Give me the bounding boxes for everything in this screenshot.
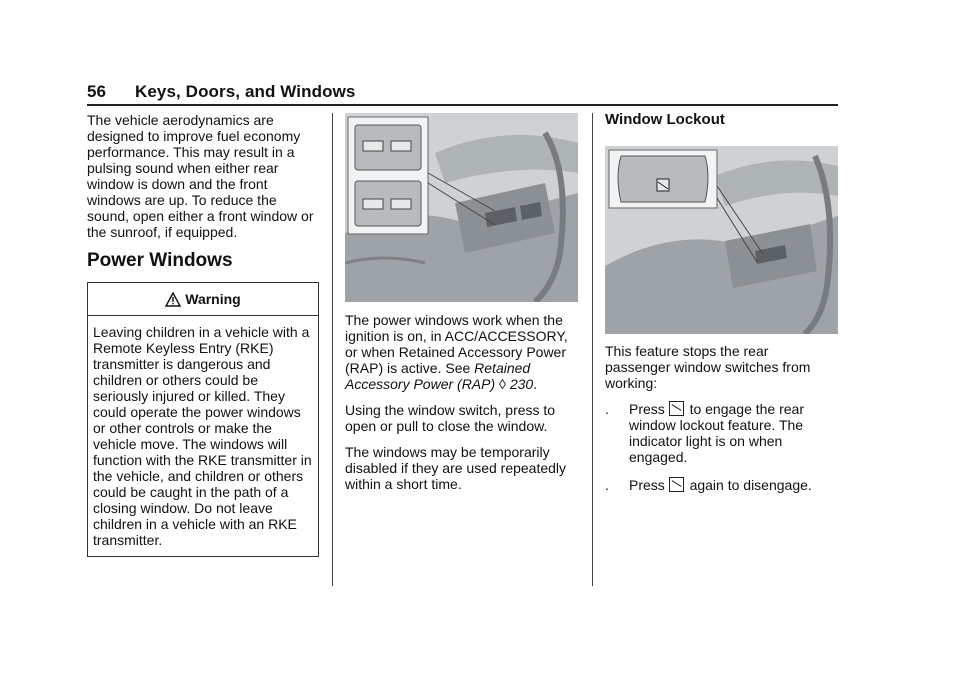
column-divider (332, 113, 333, 586)
window-lockout-figure (605, 146, 838, 334)
column-divider (592, 113, 593, 586)
page-header (87, 82, 838, 106)
bullet-marker: . (605, 401, 609, 417)
power-windows-paragraph (345, 312, 581, 392)
column-2 (345, 312, 581, 502)
column-1 (87, 112, 319, 250)
window-lockout-icon (669, 477, 684, 492)
warning-box (87, 282, 319, 557)
window-lockout-icon (669, 401, 684, 416)
rap-reference-link[interactable]: Retained Accessory Power (RAP) (345, 360, 531, 392)
window-lockout-heading-wrap (605, 111, 837, 128)
power-windows-heading-wrap (87, 250, 319, 272)
page-number: 56 (87, 82, 107, 101)
bullet-text: to engage the rear window lockout feature. The indicator light is on when engaged. (629, 401, 804, 465)
warning-triangle-icon (165, 292, 181, 307)
list-item (605, 477, 837, 493)
bullet-press-label: Press (629, 477, 665, 493)
disabled-paragraph: The windows may be temporarily disabled if they are used repeatedly within a short time. (345, 444, 567, 492)
window-lockout-heading: Window Lockout (605, 111, 725, 128)
page-ref-symbol: ◊ (499, 376, 506, 392)
lockout-intro: This feature stops the rear passenger window switches from working: (605, 343, 811, 391)
warning-text: Leaving children in a vehicle with a Remote Keyless Entry (RKE) transmitter is dangerous and children or others could be seriously injured or killed. They could operate the power windows or other controls or make the vehicle move. The windows will function with the RKE transmitter in the vehicle, and children or others could be caught in the path of a closing window. Do not leave children in a vehicle with an RKE transmitter. (93, 324, 312, 548)
power-windows-heading: Power Windows (87, 250, 233, 271)
power-window-switch-figure (345, 113, 578, 302)
column-3 (605, 343, 837, 505)
warning-title: Warning (185, 291, 241, 307)
warning-header (88, 283, 318, 316)
bullet-press-label: Press (629, 401, 665, 417)
aerodynamics-paragraph: The vehicle aerodynamics are designed to improve fuel economy performance. This may result in a pulsing sound when either rear window is down and the front windows are up. To reduce the sound, open either a front window or the sunroof, if equipped. (87, 112, 314, 240)
section-title: Keys, Doors, and Windows (135, 82, 356, 101)
switch-usage-paragraph: Using the window switch, press to open or pull to close the window. (345, 402, 556, 434)
sentence-end: . (533, 376, 538, 392)
rap-page-number[interactable]: 230 (509, 376, 534, 392)
bullet-marker: . (605, 477, 609, 493)
power-windows-lead: The power windows work when the ignition is on, in ACC/ACCESSORY, or when Retained Accessory Power (RAP) is active. See (345, 312, 568, 376)
list-item (605, 401, 837, 465)
bullet-text: again to disengage. (689, 477, 812, 493)
